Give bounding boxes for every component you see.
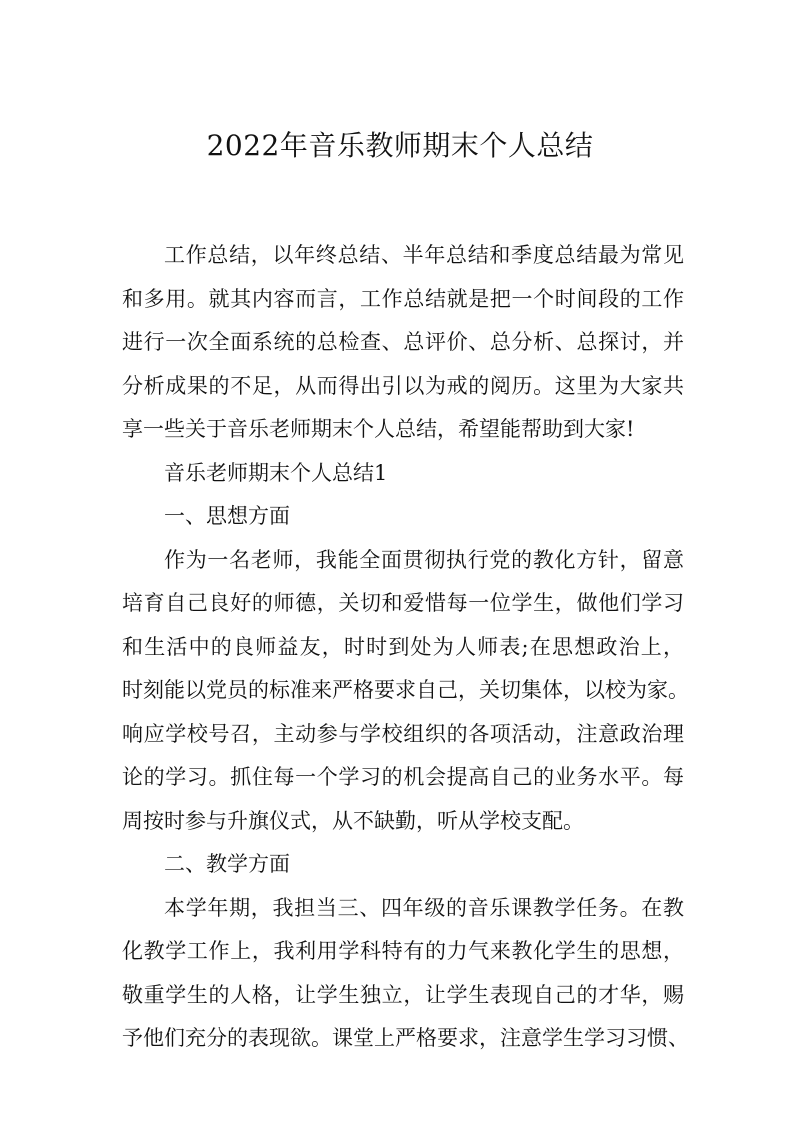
paragraph-line: 本学年期，我担当三、四年级的音乐课教学任务。在教 xyxy=(164,895,684,920)
paragraph-line: 工作总结，以年终总结、半年总结和季度总结最为常见 xyxy=(164,243,684,267)
paragraph-line: 周按时参与升旗仪式，从不缺勤，听从学校支配。 xyxy=(122,808,584,833)
section-heading: 一、思想方面 xyxy=(164,504,290,528)
paragraph-line: 和多用。就其内容而言，工作总结就是把一个时间段的工作 xyxy=(122,286,684,311)
paragraph-line: 培育自己良好的师德，关切和爱惜每一位学生，做他们学习 xyxy=(122,591,684,615)
paragraph-line: 享一些关于音乐老师期末个人总结，希望能帮助到大家! xyxy=(122,417,635,441)
paragraph-line: 响应学校号召，主动参与学校组织的各项活动，注意政治理 xyxy=(122,721,684,746)
paragraph-line: 论的学习。抓住每一个学习的机会提高自己的业务水平。每 xyxy=(122,765,684,789)
paragraph-line: 分析成果的不足，从而得出引以为戒的阅历。这里为大家共 xyxy=(122,373,684,398)
paragraph-line: 进行一次全面系统的总检查、总评价、总分析、总探讨，并 xyxy=(122,330,684,354)
section-heading: 音乐老师期末个人总结1 xyxy=(164,460,388,485)
section-heading: 二、教学方面 xyxy=(164,852,290,876)
paragraph-line: 敬重学生的人格，让学生独立，让学生表现自己的才华，赐 xyxy=(122,982,684,1007)
paragraph-line: 和生活中的良师益友，时时到处为人师表;在思想政治上， xyxy=(122,634,684,659)
paragraph-line: 化教学工作上，我利用学科特有的力气来教化学生的思想， xyxy=(122,939,684,963)
paragraph-line: 时刻能以党员的标准来严格要求自己，关切集体，以校为家。 xyxy=(122,678,689,702)
document-body xyxy=(122,234,689,1061)
document-title: 2022年音乐教师期末个人总结 xyxy=(206,129,594,162)
paragraph-line: 予他们充分的表现欲。课堂上严格要求，注意学生学习习惯、 xyxy=(122,1026,689,1050)
paragraph-line: 作为一名老师，我能全面贯彻执行党的教化方针，留意 xyxy=(164,547,684,572)
